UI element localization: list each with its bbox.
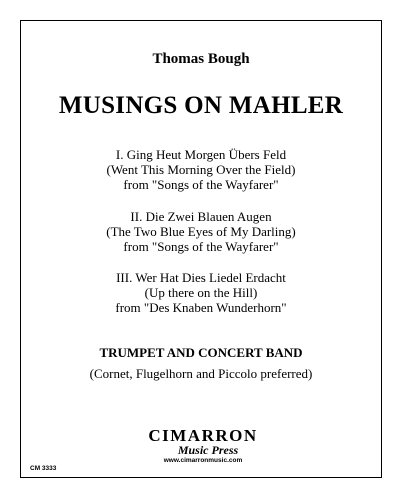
movement-3-source: from "Des Knaben Wunderhorn" [115, 300, 287, 315]
movement-3-title: III. Wer Hat Dies Liedel Erdacht [116, 270, 286, 285]
movement-2 [20, 209, 382, 254]
instrumentation-note: (Cornet, Flugelhorn and Piccolo preferred) [89, 366, 313, 381]
movement-3 [20, 270, 382, 315]
movement-2-title: II. Die Zwei Blauen Augen [130, 209, 272, 224]
catalog-number: CM 3333 [30, 465, 57, 472]
movement-1-translation: (Went This Morning Over the Field) [106, 162, 296, 177]
movement-3-translation: (Up there on the Hill) [144, 285, 258, 300]
movement-1 [20, 147, 382, 192]
movement-1-title: I. Ging Heut Morgen Übers Feld [115, 147, 287, 162]
publisher-name: CIMARRON [148, 426, 258, 445]
composer-name: Thomas Bough [152, 51, 250, 67]
piece-title: MUSINGS ON MAHLER [58, 92, 344, 119]
publisher-url: www.cimarronmusic.com [163, 457, 243, 464]
publisher-subtitle: Music Press [177, 443, 239, 457]
movement-1-source: from "Songs of the Wayfarer" [123, 177, 279, 192]
movement-2-source: from "Songs of the Wayfarer" [123, 239, 279, 254]
instrumentation-heading: TRUMPET AND CONCERT BAND [99, 345, 303, 360]
movement-2-translation: (The Two Blue Eyes of My Darling) [106, 224, 296, 239]
publisher-logo [138, 427, 268, 465]
